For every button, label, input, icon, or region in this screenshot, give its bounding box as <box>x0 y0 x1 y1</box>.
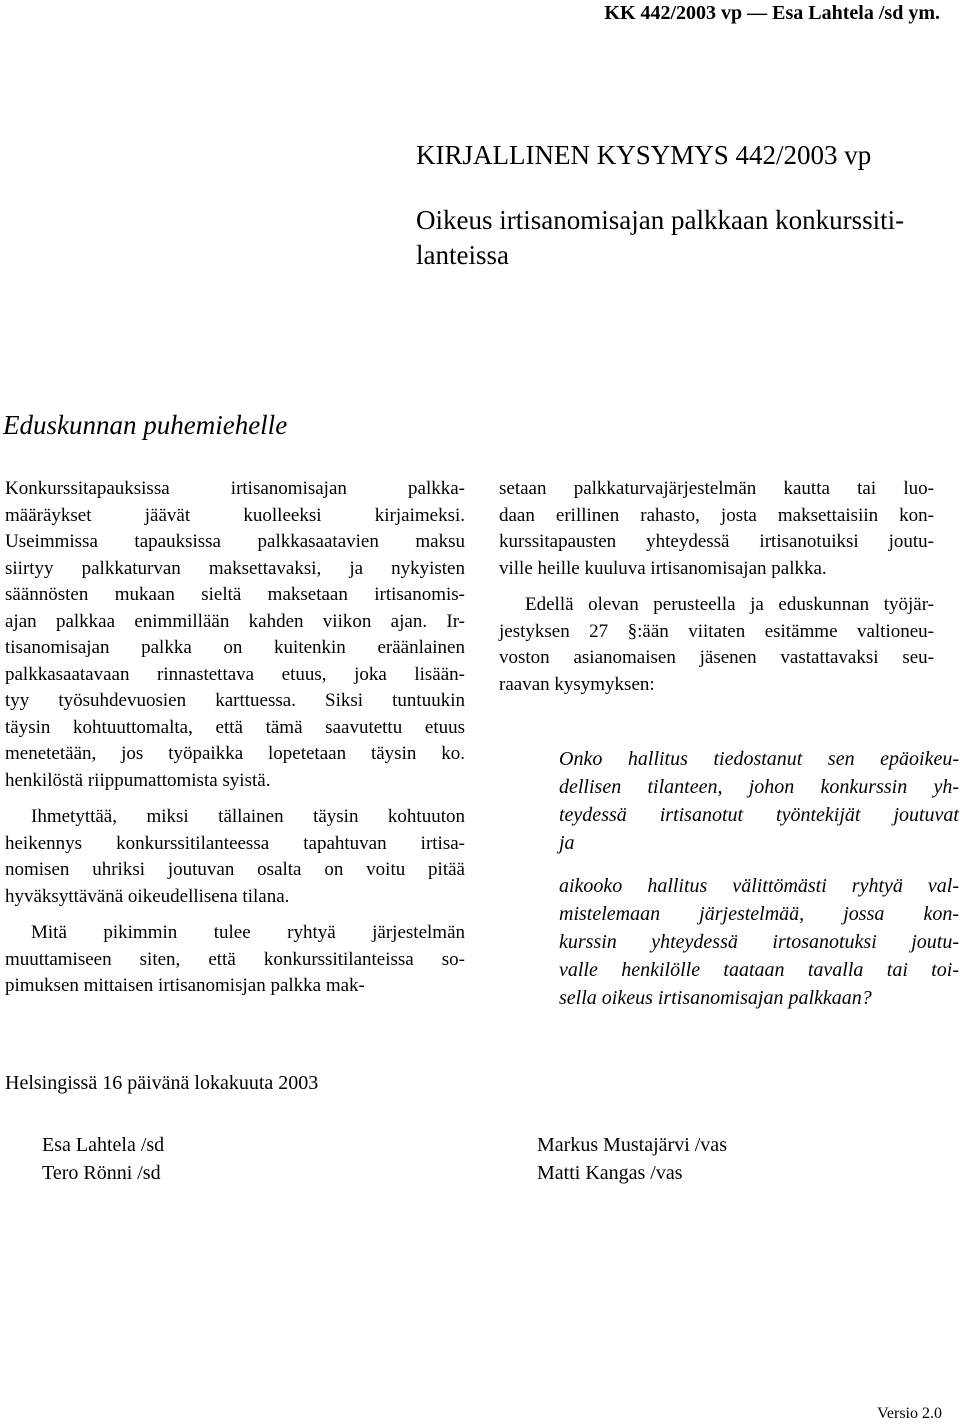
title-line: lanteissa <box>416 240 509 270</box>
text-line: Konkurssitapauksissa irtisanomisajan palkka- <box>5 478 465 499</box>
text-line: Edellä olevan perusteella ja eduskunnan työjär- <box>525 594 934 615</box>
signatories-right <box>537 1131 727 1187</box>
text-line: säännösten mukaan sieltä maksetaan irtisanomis- <box>5 584 465 605</box>
question-line: mistelemaan järjestelmää, jossa kon- <box>559 903 959 925</box>
question-line: aikooko hallitus välittömästi ryhtyä val- <box>559 875 959 897</box>
addressee: Eduskunnan puhemiehelle <box>3 410 288 440</box>
body-right-column <box>499 476 934 708</box>
body-left-column <box>5 476 465 1010</box>
text-line: kurssitapausten yhteydessä irtisanotuiksi joutu- <box>499 531 934 552</box>
text-line: siirtyy palkkaturvan maksettavaksi, ja nykyisten <box>5 557 465 579</box>
text-line: Useimmissa tapauksissa palkkasaatavien maksu <box>5 531 465 552</box>
running-head: KK 442/2003 vp — Esa Lahtela /sd ym. <box>604 2 940 24</box>
paragraph <box>499 476 934 582</box>
question-line: sella oikeus irtisanomisajan palkkaan? <box>559 987 872 1009</box>
paragraph <box>5 476 465 794</box>
text-line: määräykset jäävät kuolleeksi kirjaimeksi. <box>5 504 465 526</box>
version-label: Versio 2.0 <box>877 1405 942 1422</box>
paragraph <box>5 804 465 910</box>
text-line: ajan palkkaa enimmillään kahden viikon ajan. Ir- <box>5 610 465 632</box>
signatory: Matti Kangas /vas <box>537 1162 683 1184</box>
text-line: tisanomisajan palkka on kuitenkin eräänlainen <box>5 637 465 658</box>
document-title <box>416 203 936 273</box>
question-2 <box>559 872 959 1012</box>
place-and-date: Helsingissä 16 päivänä lokakuuta 2003 <box>5 1072 319 1094</box>
text-line: raavan kysymyksen: <box>499 673 655 695</box>
text-line: palkkasaatavaan rinnastettava etuus, joka lisään- <box>5 663 465 685</box>
text-line: henkilöstä riippumattomista syistä. <box>5 769 271 791</box>
text-line: Ihmetyttää, miksi tällainen täysin kohtuuton <box>31 806 465 827</box>
text-line: menetetään, jos työpaikka lopetetaan täysin ko. <box>5 743 465 764</box>
question-line: dellisen tilanteen, johon konkurssin yh- <box>559 776 959 798</box>
question-line: Onko hallitus tiedostanut sen epäoikeu- <box>559 748 959 770</box>
question-1 <box>559 745 959 857</box>
text-line: täysin kohtuuttomalta, että tämä saavutettu etuus <box>5 716 465 738</box>
text-line: nomisen uhriksi joutuvan osalta on voitu pitää <box>5 859 465 880</box>
text-line: Mitä pikimmin tulee ryhtyä järjestelmän <box>31 922 465 943</box>
signatory: Esa Lahtela /sd <box>42 1134 165 1156</box>
question-line: valle henkilölle taataan tavalla tai toi- <box>559 959 959 981</box>
text-line: setaan palkkaturvajärjestelmän kautta tai luo- <box>499 478 934 499</box>
text-line: heikennys konkurssitilanteessa tapahtuvan irtisa- <box>5 832 465 854</box>
question-line: teydessä irtisanotut työntekijät joutuvat <box>559 804 959 826</box>
text-line: pimuksen mittaisen irtisanomisjan palkka mak- <box>5 975 365 996</box>
signatory: Markus Mustajärvi /vas <box>537 1134 727 1156</box>
document-type: KIRJALLINEN KYSYMYS 442/2003 vp <box>416 140 872 170</box>
text-line: muuttamiseen siten, että konkurssitilanteissa so- <box>5 948 465 970</box>
signatory: Tero Rönni /sd <box>42 1162 161 1184</box>
text-line: tyy työsuhdevuosien karttuessa. Siksi tuntuukin <box>5 690 465 711</box>
text-line: jestyksen 27 §:ään viitaten esitämme valtioneu- <box>499 620 934 642</box>
paragraph <box>5 920 465 1000</box>
text-line: ville heille kuuluva irtisanomisajan palkka. <box>499 557 827 579</box>
text-line: voston asianomaisen jäsenen vastattavaksi seu- <box>499 647 934 668</box>
text-line: daan erillinen rahasto, josta maksettaisiin kon- <box>499 504 934 526</box>
signatories-left <box>42 1131 164 1187</box>
text-line: hyväksyttävänä oikeudellisena tilana. <box>5 885 290 907</box>
paragraph <box>499 592 934 698</box>
title-line: Oikeus irtisanomisajan palkkaan konkurssiti- <box>416 205 905 235</box>
question-line: kurssin yhteydessä irtosanotuksi joutu- <box>559 931 959 953</box>
question-line: ja <box>559 832 575 854</box>
